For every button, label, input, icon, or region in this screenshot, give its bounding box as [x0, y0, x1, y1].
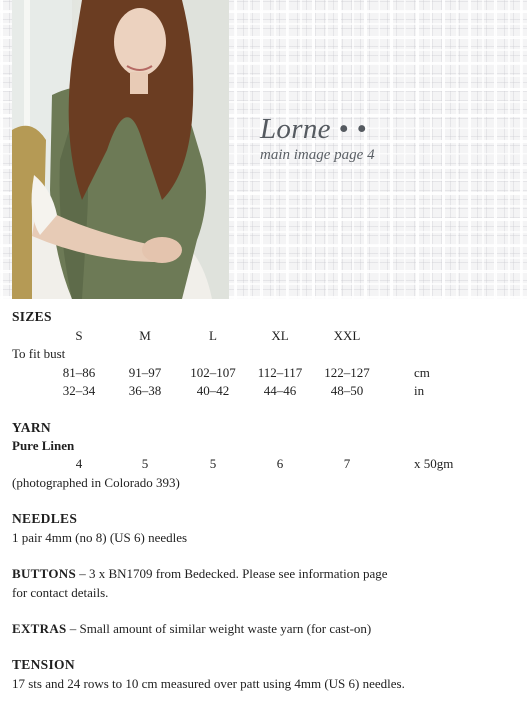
- size-label: L: [209, 328, 217, 343]
- bust-cm-unit: cm: [414, 365, 430, 380]
- extras-text: – Small amount of similar weight waste yarn (for cast-on): [66, 621, 372, 636]
- buttons-heading: BUTTONS: [12, 566, 76, 581]
- size-label: XL: [271, 328, 289, 343]
- bust-cm-value: 122–127: [324, 365, 370, 380]
- buttons-line-1: [12, 566, 388, 582]
- yarn-name: Pure Linen: [12, 438, 75, 453]
- yarn-heading: YARN: [12, 420, 51, 435]
- pattern-subtitle: main image page 4: [260, 147, 375, 163]
- buttons-text: – 3 x BN1709 from Bedecked. Please see information page: [76, 566, 388, 581]
- bust-in-value: 40–42: [196, 383, 230, 398]
- size-label: S: [75, 328, 83, 343]
- bust-in-unit: in: [414, 383, 425, 398]
- yarn-amount: 5: [209, 456, 217, 471]
- yarn-unit: x 50gm: [414, 456, 454, 471]
- header-banner: [0, 0, 527, 299]
- yarn-amount: 6: [276, 456, 284, 471]
- bust-cm-value: 81–86: [62, 365, 96, 380]
- tension-text: 17 sts and 24 rows to 10 cm measured over patt using 4mm (US 6) needles.: [12, 676, 405, 691]
- buttons-line-2: for contact details.: [12, 585, 109, 600]
- needles-heading: NEEDLES: [12, 511, 78, 526]
- bust-cm-value: 112–117: [257, 365, 303, 380]
- sizes-heading: SIZES: [12, 309, 52, 324]
- bust-in-value: 44–46: [263, 383, 297, 398]
- pattern-title: Lorne • •: [260, 113, 367, 145]
- bust-cm-value: 91–97: [128, 365, 162, 380]
- pattern-title-block: [260, 112, 375, 164]
- model-photo-illustration: [12, 0, 229, 299]
- yarn-amount: 5: [141, 456, 149, 471]
- extras-line: [12, 621, 371, 637]
- size-label: XXL: [333, 328, 361, 343]
- yarn-amount: 4: [75, 456, 83, 471]
- needles-text: 1 pair 4mm (no 8) (US 6) needles: [12, 530, 188, 545]
- bust-in-value: 48–50: [330, 383, 364, 398]
- yarn-amount: 7: [343, 456, 351, 471]
- size-label: M: [139, 328, 151, 343]
- yarn-note: (photographed in Colorado 393): [12, 475, 180, 490]
- bust-cm-value: 102–107: [190, 365, 236, 380]
- to-fit-bust-label: To fit bust: [12, 346, 66, 361]
- bust-in-value: 32–34: [62, 383, 96, 398]
- tension-heading: TENSION: [12, 657, 75, 672]
- extras-heading: EXTRAS: [12, 621, 67, 636]
- model-photo: [12, 0, 229, 299]
- bust-in-value: 36–38: [128, 383, 162, 398]
